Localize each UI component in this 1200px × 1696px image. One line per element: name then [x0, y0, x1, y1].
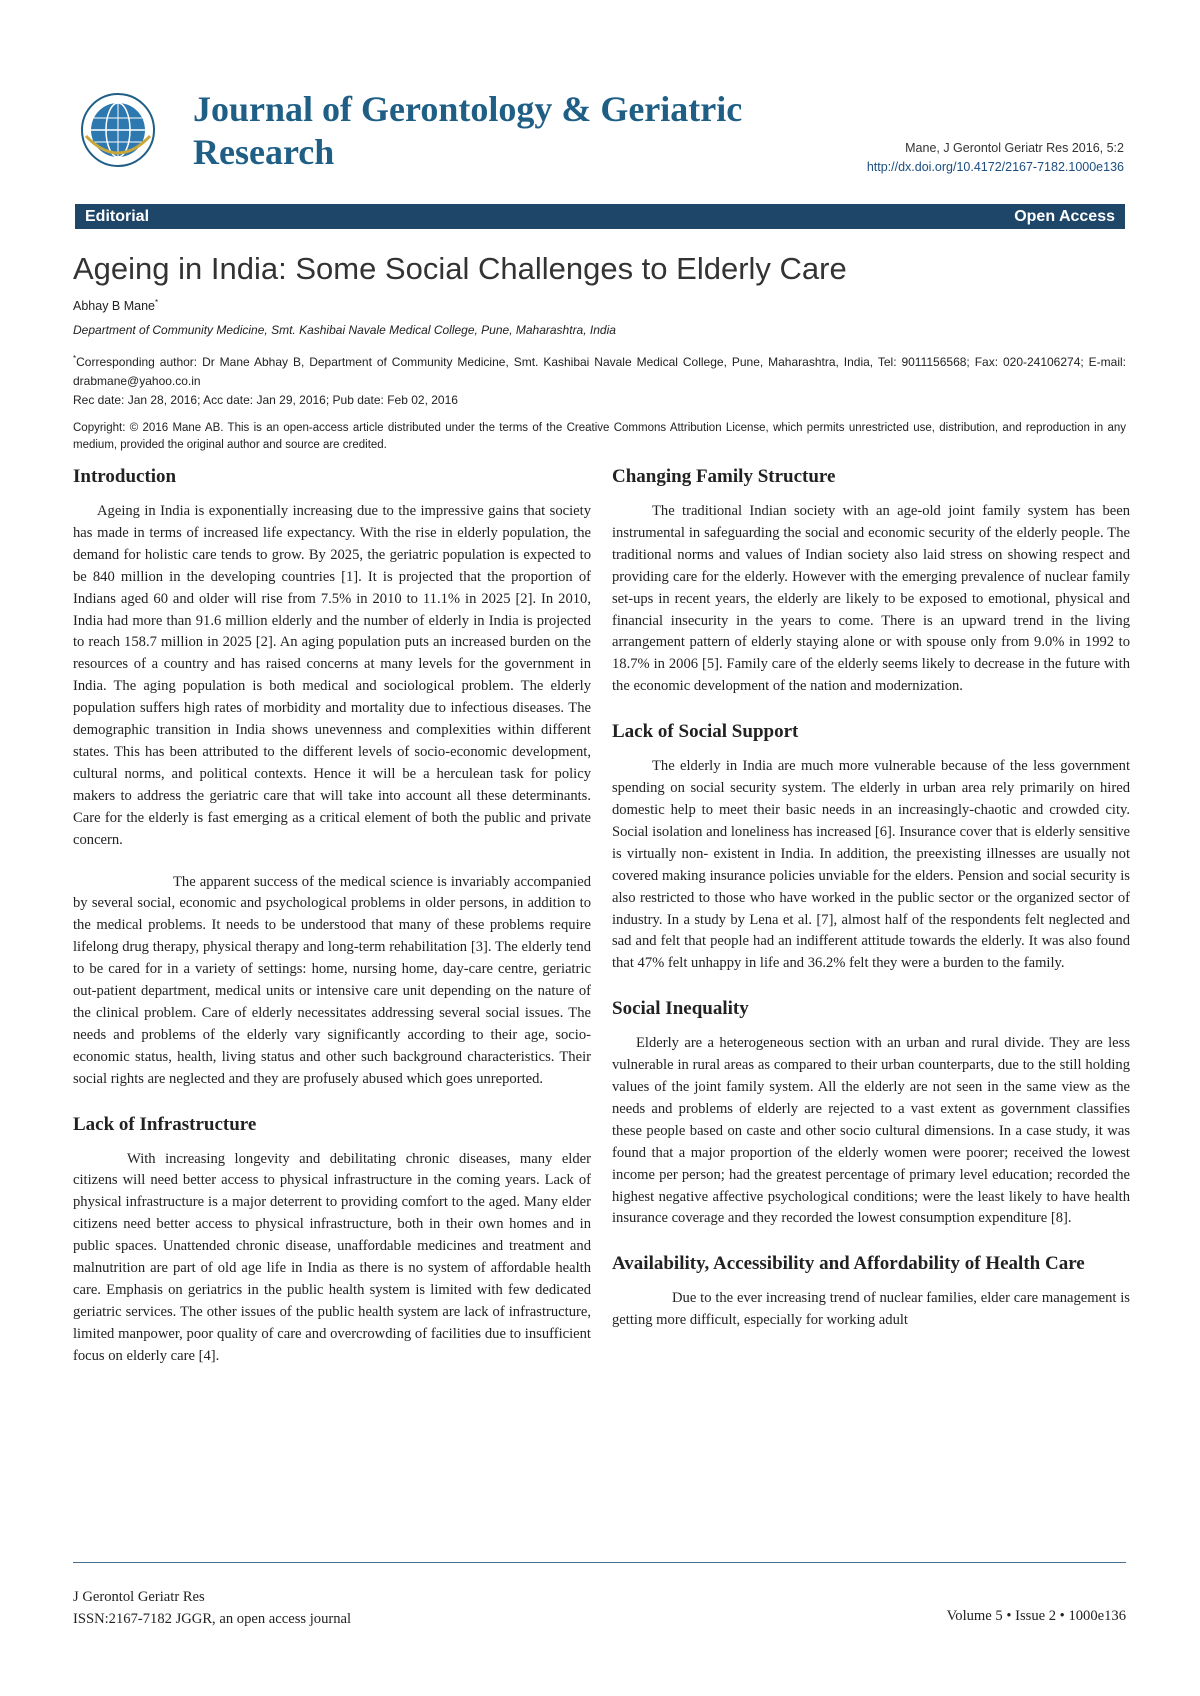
author-name: Abhay B Mane: [73, 299, 155, 314]
section-heading-family-structure: Changing Family Structure: [612, 466, 836, 487]
author-line: [73, 298, 158, 313]
open-access-label: Open Access: [1014, 208, 1115, 225]
section-heading-introduction: Introduction: [73, 466, 177, 487]
author-mark: *: [155, 298, 159, 307]
corresponding-mark: *: [73, 354, 77, 363]
health-care-access-paragraph: Due to the ever increasing trend of nuclear families, elder care management is getting more difficult, especially for working adult: [612, 1290, 1130, 1329]
copyright-notice: Copyright: © 2016 Mane AB. This is an open-access article distributed under the terms of the Creative Commons Attribution License, which permits unrestricted use, distribution, and reproduction in any medium, provided the original author and source are credited.: [73, 422, 1126, 451]
introduction-paragraph-2: The apparent success of the medical science is invariably accompanied by several social, economic and psychological problems in older persons, in addition to the medical problems. It needs to be understood that many of these problems require lifelong drug therapy, physical therapy and long-term rehabilitation [3]. The elderly tend to be cared for in a variety of settings: home, nursing home, day-care centre, geriatric out-patient department, medical units or intensive care unit depending on the nature of the clinical problem. Care of elderly necessitates addressing several social issues. The needs and problems of the elderly vary significantly according to their age, socio-economic status, health, living status and other such background characteristics. Their social rights are neglected and they are profusely abused which goes unreported.: [73, 873, 591, 1087]
family-structure-paragraph: The traditional Indian society with an age-old joint family system has been instrumental in safeguarding the social and economic security of the elderly people. The traditional norms and values of Indian society also laid stress on showing respect and providing care for the elderly. However with the emerging prevalence of nuclear family set-ups in recent years, the elderly are likely to be exposed to emotional, physical and financial insecurity in the years to come. There is an upward trend in the living arrangement pattern of elderly staying alone or with spouse only from 9.0% in 1992 to 18.7% in 2006 [5]. Family care of the elderly seems likely to decrease in the future with the economic development of the nation and modernization.: [612, 503, 1130, 695]
section-heading-social-inequality: Social Inequality: [612, 998, 749, 1020]
citation-block: [867, 139, 1124, 177]
article-title: Ageing in India: Some Social Challenges to Elderly Care: [73, 251, 847, 286]
infrastructure-paragraph: With increasing longevity and debilitating chronic diseases, many elder citizens will need better access to physical infrastructure in the coming years. Lack of physical infrastructure is a major deterrent to providing comfort to the aged. Many elder citizens need better access to physical infrastructure, both in their own homes and in public spaces. Unattended chronic disease, unaffordable medicines and treatment and malnutrition are part of old age life in India as there is no system of affordable health care. Emphasis on geriatrics in the public health system is limited with few dedicated geriatric services. The other issues of the public health system are lack of infrastructure, limited manpower, poor quality of care and overcrowding of facilities due to insufficient focus on elderly care [4].: [73, 1150, 591, 1364]
footer-journal-info: [73, 1586, 351, 1630]
article-dates: Rec date: Jan 28, 2016; Acc date: Jan 29, 2016; Pub date: Feb 02, 2016: [73, 393, 458, 407]
article-type-banner: [75, 204, 1125, 229]
journal-logo: [80, 92, 156, 168]
globe-logo-icon: [80, 92, 156, 168]
section-heading-health-care-access: Availability, Accessibility and Affordability of Health Care: [612, 1253, 1085, 1275]
footer-issn: ISSN:2167-7182 JGGR, an open access journal: [73, 1611, 352, 1627]
social-support-paragraph: The elderly in India are much more vulnerable because of the less government spending on social security system. The elderly in urban area rely primarily on hired domestic help to meet their basic needs in an increasingly-chaotic and crowded city. Social isolation and loneliness has increased [6]. Insurance cover that is elderly sensitive is virtually non- existent in India. In addition, the preexisting illnesses are usually not covered making insurance policies unviable for the elders. Pension and social security is also restricted to those who have worked in the public sector or the organized sector of industry. In a study by Lena et al. [7], almost half of the respondents felt neglected and sad and felt that people had an indifferent attitude towards the elderly. It was also found that 47% felt unhappy in life and 36.2% felt they were a burden to the family.: [612, 758, 1130, 972]
section-heading-social-support: Lack of Social Support: [612, 721, 799, 743]
citation-text: Mane, J Gerontol Geriatr Res 2016, 5:2: [905, 141, 1124, 155]
social-inequality-paragraph: Elderly are a heterogeneous section with an urban and rural divide. They are less vulnerable in rural areas as compared to their urban counterparts, due to the still holding values of the joint family system. All the elderly are not seen in the same view as the needs and problems of elderly are rejected to a vast extent as government classifies these people based on caste and other socio cultural dimensions. In a case study, it was found that a major proportion of the elderly women were poorer; received the lowest income per person; had the greatest percentage of primary level education; recorded the highest negative affective psychological conditions; were the least likely to have health insurance coverage and they recorded the lowest consumption expenditure [8].: [612, 1035, 1130, 1227]
footer-volume: Volume 5 • Issue 2 • 1000e136: [946, 1608, 1126, 1624]
article-type-label: Editorial: [85, 208, 150, 225]
footer-divider: [73, 1562, 1126, 1563]
section-heading-infrastructure: Lack of Infrastructure: [73, 1113, 257, 1135]
doi-link[interactable]: http://dx.doi.org/10.4172/2167-7182.1000e136: [866, 160, 1124, 174]
corresponding-author: [73, 349, 1126, 391]
left-column: [73, 465, 591, 1368]
corresponding-text: Corresponding author: Dr Mane Abhay B, Department of Community Medicine, Smt. Kashibai Navale Medical College, Pune, Maharashtra, India, Tel: 9011156568; Fax: 020-24106274; E-mail: drabmane@yahoo.co.in: [73, 355, 1126, 388]
footer-journal-abbrev: J Gerontol Geriatr Res: [73, 1589, 205, 1605]
introduction-paragraph-1: Ageing in India is exponentially increasing due to the impressive gains that society has made in terms of increased life expectancy. With the rise in elderly population, the demand for holistic care tends to grow. By 2025, the geriatric population is expected to be 840 million in the developing countries [1]. It is projected that the proportion of Indians aged 60 and older will rise from 7.5% in 2010 to 11.1% in 2025 [2]. In 2010, India had more than 91.6 million elderly and the number of elderly in India is projected to reach 158.7 million in 2025 [2]. An aging population puts an increased burden on the resources of a country and has raised concerns at many levels for the government in India. The aging population is both medical and sociological problem. The elderly population suffers high rates of morbidity and mortality due to infectious diseases. The demographic transition in India shows unevenness and complexities within different states. This has been attributed to the different levels of socio-economic development, cultural norms, and political contexts. Hence it will be a herculean task for policy makers to address the geriatric care that will take into account all these determinants. Care for the elderly is fast emerging as a critical element of both the public and private concern.: [73, 503, 591, 848]
affiliation: Department of Community Medicine, Smt. Kashibai Navale Medical College, Pune, Maharashtra, India: [73, 323, 616, 337]
right-column: [612, 465, 1130, 1332]
journal-title: Journal of Gerontology & Geriatric Research: [193, 89, 743, 172]
